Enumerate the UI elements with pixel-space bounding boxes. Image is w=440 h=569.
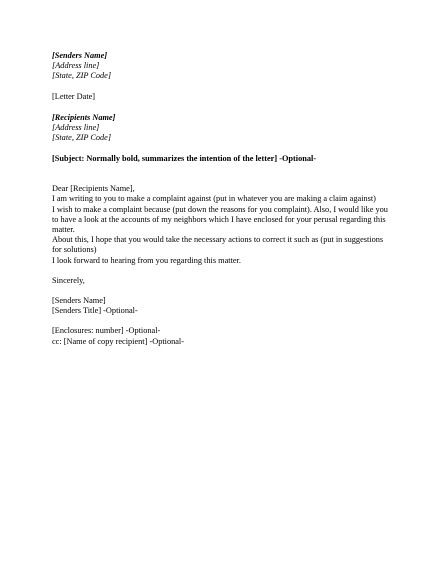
signature-block: [52, 296, 392, 316]
letter-page: [52, 51, 392, 347]
sender-name: [Senders Name]: [52, 51, 108, 60]
signature-name: [Senders Name]: [52, 295, 106, 305]
subject-line: [Subject: Normally bold, summarizes the intention of the letter] -Optional-: [52, 153, 317, 163]
sender-block: [52, 51, 392, 82]
signature-title: [Senders Title] -Optional-: [52, 306, 138, 316]
letter-date: [Letter Date]: [52, 92, 96, 102]
sender-address-line: [Address line]: [52, 61, 100, 71]
enclosures: [Enclosures: number] -Optional-: [52, 326, 161, 336]
salutation-block: [52, 184, 392, 194]
closing: Sincerely,: [52, 275, 85, 285]
recipient-address-line: [Address line]: [52, 123, 100, 133]
sender-state-zip: [State, ZIP Code]: [52, 71, 112, 81]
enclosures-block: [52, 326, 392, 346]
subject-block: [52, 154, 392, 164]
cc-line: cc: [Name of copy recipient] -Optional-: [52, 336, 185, 346]
salutation: Dear [Recipients Name],: [52, 184, 135, 194]
recipient-state-zip: [State, ZIP Code]: [52, 133, 112, 143]
recipient-name: [Recipients Name]: [52, 112, 116, 122]
closing-block: [52, 276, 392, 286]
body-paragraph-3: About this, I hope that you would take the necessary actions to correct it such as (put in suggestions for solutions): [52, 235, 384, 255]
body-paragraph-1: I am writing to you to make a complaint against (put in whatever you are making a claim against): [52, 194, 376, 204]
recipient-block: [52, 113, 392, 144]
body-paragraph-2: I wish to make a complaint because (put down the reasons for you complaint). Also, I would like you to have a look at the accounts of my neighbors which I have enclosed for your perusal regarding this matter.: [52, 204, 388, 234]
date-block: [52, 92, 392, 102]
body-paragraph-4: I look forward to hearing from you regarding this matter.: [52, 255, 241, 265]
